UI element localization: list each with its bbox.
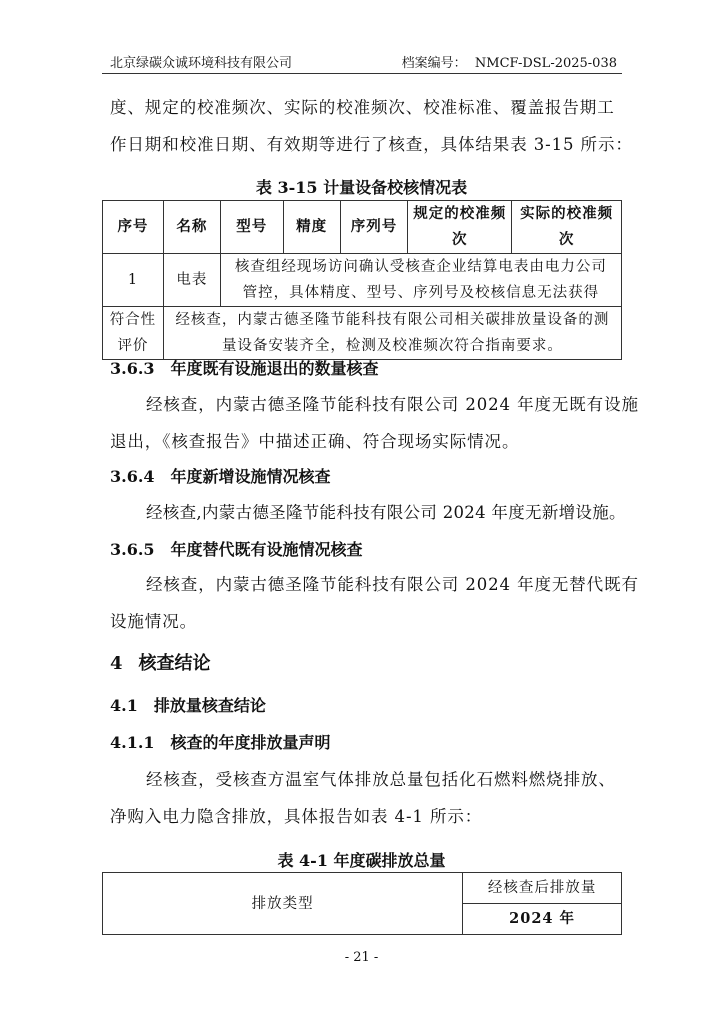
paragraph-line: 经核查，内蒙古德圣隆节能科技有限公司 2024 年度无替代既有: [146, 575, 639, 594]
section-number: 3.6.5: [110, 540, 155, 559]
table-header: 规定的校准频次: [408, 201, 512, 254]
section-title: 年度新增设施情况核查: [170, 467, 331, 486]
table-cell: 经核查，内蒙古德圣隆节能科技有限公司相关碳排放量设备的测量设备安装齐全，检测及校准频次符合指南要求。: [163, 307, 621, 360]
table-header: 名称: [163, 201, 220, 254]
table-header: 序号: [103, 201, 164, 254]
chapter-heading: [110, 649, 211, 675]
table-cell: 符合性评价: [103, 307, 164, 360]
table-header: 实际的校准频次: [512, 201, 622, 254]
header-archive: [402, 52, 617, 71]
paragraph-line: 经核查，内蒙古德圣隆节能科技有限公司 2024 年度无既有设施: [146, 395, 639, 414]
calibration-table: [102, 200, 622, 360]
table-header: 排放类型: [103, 873, 463, 935]
archive-number: NMCF-DSL-2025-038: [474, 56, 617, 71]
table-header: 精度: [283, 201, 340, 254]
paragraph-line: 经核查,内蒙古德圣隆节能科技有限公司 2024 年度无新增设施。: [146, 503, 626, 522]
archive-label: 档案编号：: [401, 56, 467, 71]
section-number: 3.6.4: [110, 467, 155, 486]
section-heading: [110, 356, 379, 379]
section-number: 4.1: [110, 696, 138, 715]
header-divider: [102, 73, 622, 74]
paragraph-line: 作日期和校准日期、有效期等进行了核查，具体结果表 3-15 所示：: [110, 135, 633, 154]
table-caption: 表 3-15 计量设备校核情况表: [255, 178, 468, 197]
paragraph-line: 经核查，受核查方温室气体排放总量包括化石燃料燃烧排放、: [146, 770, 616, 789]
section-heading: [110, 537, 363, 560]
paragraph-line: 净购入电力隐含排放，具体报告如表 4-1 所示：: [110, 807, 483, 826]
table-header: 经核查后排放量: [463, 873, 622, 904]
paragraph-line: 退出，《核查报告》中描述正确、符合现场实际情况。: [110, 432, 520, 451]
table-header: 型号: [220, 201, 283, 254]
section-number: 4: [110, 653, 123, 674]
section-title: 年度替代既有设施情况核查: [170, 540, 363, 559]
section-heading: [110, 464, 331, 487]
section-number: 4.1.1: [110, 733, 155, 752]
emission-table: [102, 872, 622, 935]
page-number: - 21 -: [344, 950, 379, 965]
table-header: 2024 年: [463, 904, 622, 935]
paragraph-line: 度、规定的校准频次、实际的校准频次、校准标准、覆盖报告期工: [110, 98, 615, 117]
table-cell: 核查组经现场访问确认受核查企业结算电表由电力公司管控，具体精度、型号、序列号及校核信息无法获得: [220, 254, 621, 307]
section-heading: [110, 693, 266, 716]
section-title: 核查的年度排放量声明: [170, 733, 331, 752]
section-title: 排放量核查结论: [153, 696, 266, 715]
section-number: 3.6.3: [110, 359, 155, 378]
table-cell: 1: [103, 254, 164, 307]
section-title: 核查结论: [138, 653, 211, 674]
paragraph-line: 设施情况。: [110, 612, 197, 631]
section-heading: [110, 730, 331, 753]
header-company: 北京绿碳众诚环境科技有限公司: [110, 56, 293, 71]
table-header: 序列号: [340, 201, 408, 254]
table-caption: 表 4-1 年度碳排放总量: [277, 851, 446, 870]
table-cell: 电表: [163, 254, 220, 307]
section-title: 年度既有设施退出的数量核查: [170, 359, 379, 378]
